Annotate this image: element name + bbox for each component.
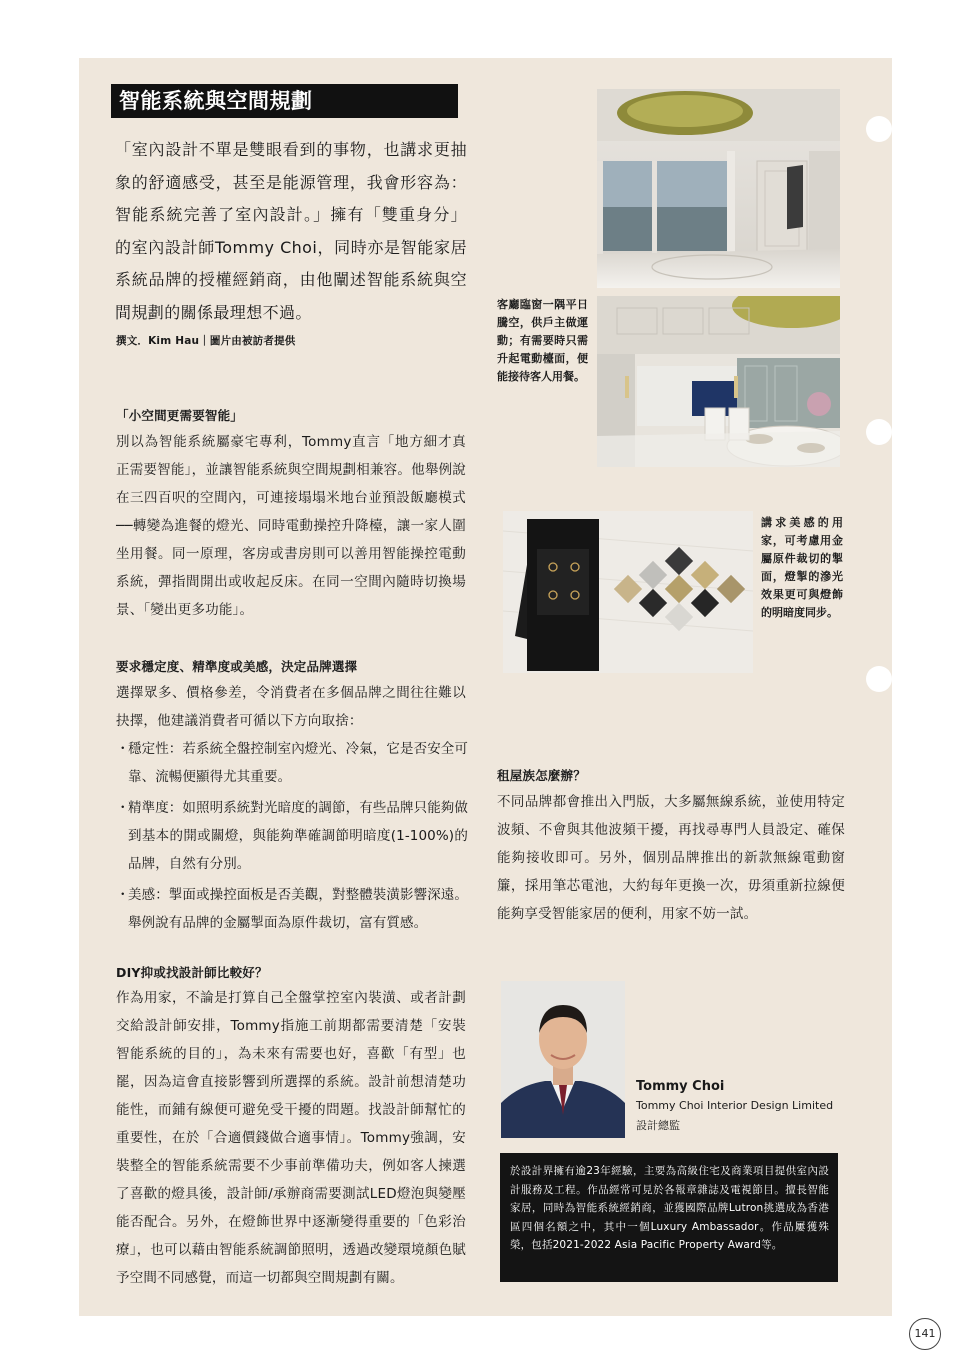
section-body-diy: 作為用家，不論是打算自己全盤掌控室內裝潢、或者計劃交給設計師安排，Tommy指施工前期都需要清楚「安裝智能系統的目的」，為未來有需要也好，喜歡「有型」也罷，因為這會直接影響到所選擇的系統。設計前想清楚功能性，而鋪有線便可避免受干擾的問題。找設計師幫忙的重要性，在於「合適價錢做合適事情」。Tommy強調，安裝整全的智能系統需要不少事前準備功夫，例如客人揀選了喜歡的燈具後，設計師/承辦商需要測試LED燈泡與變壓能否配合。另外，在燈飾世界中逐漸變得重要的「色彩治療」，也可以藉由智能系統調節照明，透過改變環境顏色賦予空間不同感覺，而這一切都與空間規劃有關。 <box>116 990 466 1286</box>
section-body-brand-choice: 選擇眾多、價格參差，令消費者在多個品牌之間往往難以抉擇，他建議消費者可循以下方向取捨： <box>116 685 466 729</box>
designer-name: Tommy Choi <box>636 1079 725 1094</box>
living-room-photo <box>597 89 840 288</box>
switch-panel-photo <box>503 511 753 673</box>
list-item: ・ 精準度：如照明系統對光暗度的調節，有些品牌只能夠做到基本的開或關燈，與能夠準確調節明暗度(1-100%)的品牌，自然有分別。 <box>116 794 468 878</box>
switch-panel-caption: 講求美感的用家，可考慮用金屬原件裁切的掣面，燈掣的滲光效果更可與燈飾的明暗度同步。 <box>761 516 843 619</box>
bullet-marker: ・ <box>116 800 130 816</box>
article-title: 智能系統與空間規劃 <box>111 84 458 118</box>
section-heading-brand-choice: 要求穩定度、精準度或美感，決定品牌選擇 <box>116 659 358 674</box>
binder-hole-bottom <box>866 666 892 692</box>
designer-bio: 於設計界擁有逾23年經驗，主要為高級住宅及商業項目提供室內設計服務及工程。作品經常可見於各報章雜誌及電視節目。擅長智能家居，同時為智能系統經銷商，並獲國際品牌Lutron挑選成為香港區四個名額之中，其中一個Luxury Ambassador。作品屢獲殊榮，包括2021-2022 Asia Pacific Property Award等。 <box>510 1165 829 1251</box>
bullet-marker: ・ <box>116 741 130 757</box>
byline-credit: 撰文．Kim Hau｜圖片由被訪者提供 <box>116 335 296 347</box>
living-room-caption: 客廳臨窗一隅平日騰空，供戶主做運動；有需要時只需升起電動檯面，便能接待客人用餐。 <box>497 298 588 383</box>
designer-bio-box <box>500 1153 838 1282</box>
section-heading-small-space: 「小空間更需要智能」 <box>116 408 244 423</box>
designer-company: Tommy Choi Interior Design Limited <box>636 1099 834 1112</box>
binder-hole-middle <box>866 419 892 445</box>
designer-portrait <box>501 981 625 1138</box>
list-item: ・ 美感：掣面或操控面板是否美觀，對整體裝潢影響深遠。舉例說有品牌的金屬掣面為原件裁切，富有質感。 <box>116 881 468 937</box>
section-heading-diy: DIY抑或找設計師比較好？ <box>116 965 268 980</box>
section-heading-renters: 租屋族怎麼辦？ <box>497 768 586 783</box>
section-body-renters: 不同品牌都會推出入門版，大多屬無線系統，並使用特定波頻、不會與其他波頻干擾，再找尋專門人員設定、確保能夠接收即可。另外，個別品牌推出的新款無線電動窗簾，採用筆芯電池，大約每年更換一次，毋須重新拉線便能夠享受智能家居的便利，用家不妨一試。 <box>497 794 845 922</box>
dining-room-photo <box>597 296 840 467</box>
bullet-marker: ・ <box>116 887 130 903</box>
intro-paragraph: 「室內設計不單是雙眼看到的事物，也講求更抽象的舒適感受，甚至是能源管理，我會形容為：智能系統完善了室內設計。」擁有「雙重身分」的室內設計師Tommy Choi，同時亦是智能家居系統品牌的授權經銷商，由他闡述智能系統與空間規劃的關係最理想不過。 <box>115 140 467 322</box>
section-body-small-space: 別以為智能系統屬豪宅專利，Tommy直言「地方細才真正需要智能」，並讓智能系統與空間規劃相兼容。他舉例說在三四百呎的空間內，可連接塌塌米地台並預設飯廳模式──轉變為進餐的燈光、同時電動操控升降檯，讓一家人圍坐用餐。同一原理，客房或書房則可以善用智能操控電動系統，彈指間開出或收起反床。在同一空間內隨時切換場景、「變出更多功能」。 <box>116 434 466 618</box>
brand-criteria-list <box>116 735 468 940</box>
list-item: ・ 穩定性：若系統全盤控制室內燈光、冷氣，它是否安全可靠、流暢便顯得尤其重要。 <box>116 735 468 791</box>
designer-role: 設計總監 <box>636 1119 680 1132</box>
page-number: 141 <box>909 1318 941 1350</box>
binder-hole-top <box>866 116 892 142</box>
